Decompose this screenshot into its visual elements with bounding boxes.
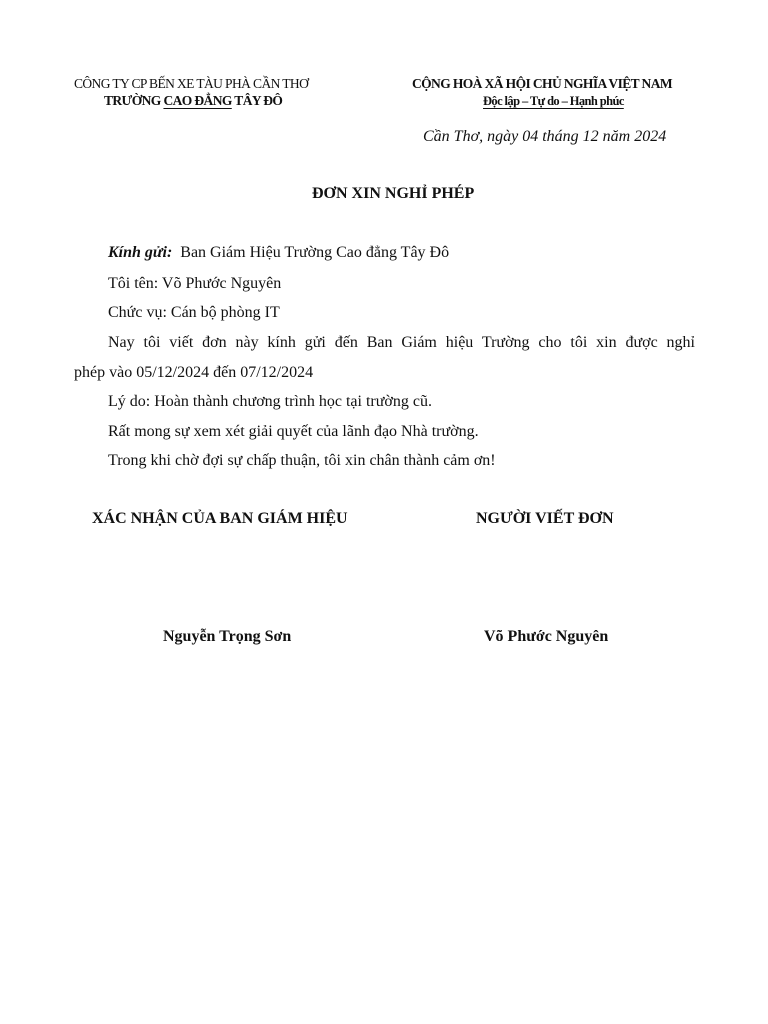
request-line-2: phép vào 05/12/2024 đến 07/12/2024 — [74, 364, 314, 381]
thanks-line: Trong khi chờ đợi sự chấp thuận, tôi xin chân thành cảm ơn! — [108, 452, 496, 469]
company-name: CÔNG TY CP BẾN XE TÀU PHÀ CẦN THƠ — [74, 76, 309, 91]
applicant-name: Võ Phước Nguyên — [484, 628, 609, 645]
document-title: ĐƠN XIN NGHỈ PHÉP — [312, 185, 475, 202]
school-name-suffix: TÂY ĐÔ — [231, 93, 283, 108]
position-line: Chức vụ: Cán bộ phòng IT — [108, 304, 280, 321]
recipient-label: Kính gửi: — [108, 244, 173, 261]
date-line: Cần Thơ, ngày 04 tháng 12 năm 2024 — [423, 128, 667, 145]
school-name-underlined: CAO ĐẲNG — [163, 93, 232, 108]
board-confirmation-heading: XÁC NHẬN CỦA BAN GIÁM HIỆU — [92, 510, 348, 527]
reason-line: Lý do: Hoàn thành chương trình học tại trường cũ. — [108, 393, 432, 410]
request-line-1: Nay tôi viết đơn này kính gửi đến Ban Giám hiệu Trường cho tôi xin được nghỉ — [108, 334, 695, 351]
hope-line: Rất mong sự xem xét giải quyết của lãnh đạo Nhà trường. — [108, 423, 479, 440]
board-signer-name: Nguyễn Trọng Sơn — [163, 628, 292, 645]
national-title: CỘNG HOÀ XÃ HỘI CHỦ NGHĨA VIỆT NAM — [412, 76, 673, 91]
name-line: Tôi tên: Võ Phước Nguyên — [108, 275, 282, 292]
national-motto: Độc lập – Tự do – Hạnh phúc — [483, 94, 624, 108]
applicant-heading: NGƯỜI VIẾT ĐƠN — [476, 510, 614, 527]
school-name — [104, 93, 282, 109]
recipient-line — [108, 244, 449, 262]
recipient-value: Ban Giám Hiệu Trường Cao đẳng Tây Đô — [180, 244, 450, 261]
school-name-prefix: TRƯỜNG — [104, 93, 164, 108]
